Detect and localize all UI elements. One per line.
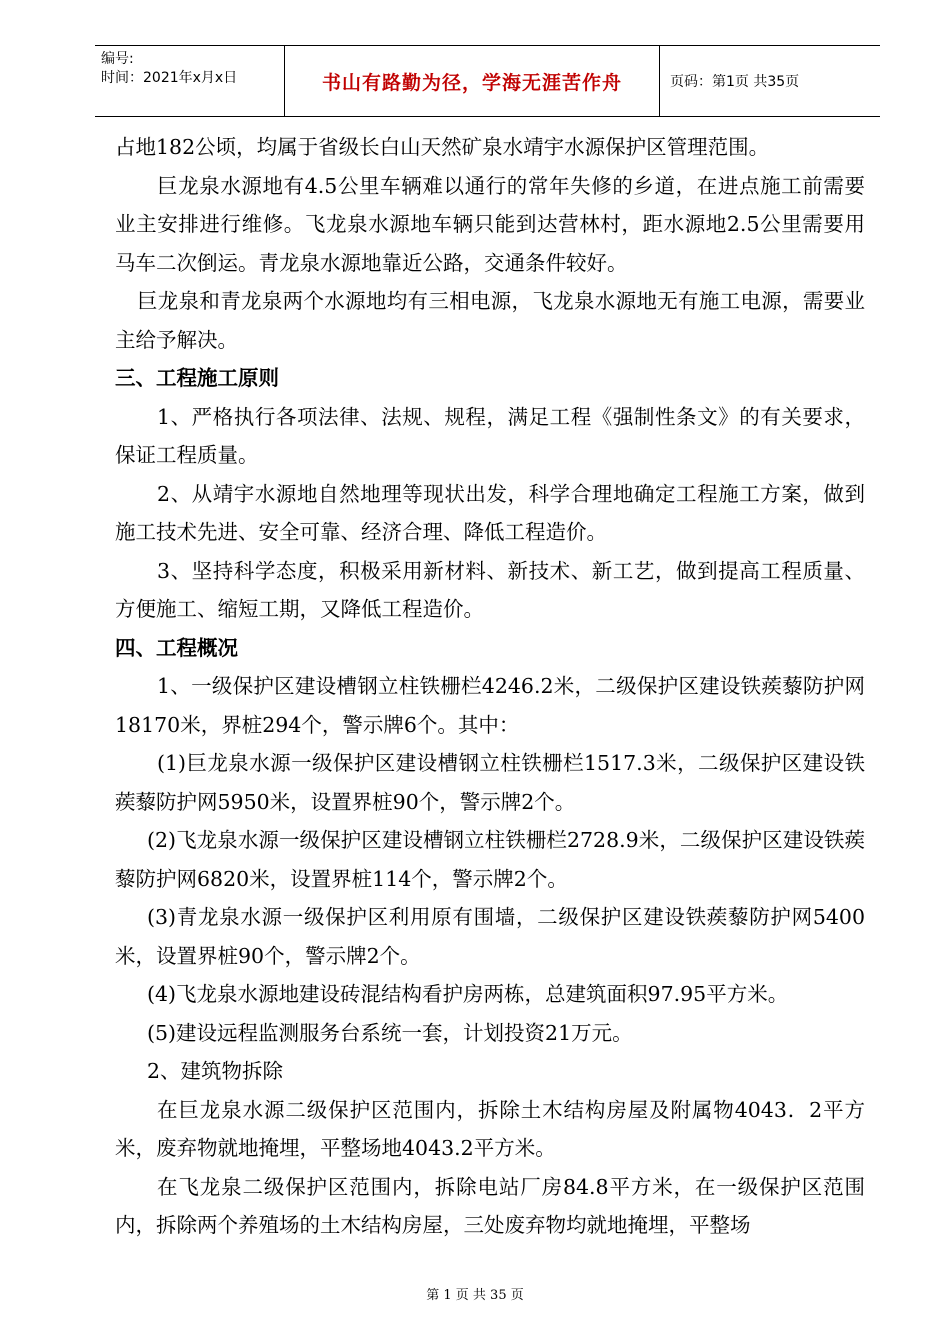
section-heading: 四、工程概况 bbox=[115, 635, 238, 660]
paragraph: 巨龙泉水源地有4.5公里车辆难以通行的常年失修的乡道，在进点施工前需要业主安排进行维修。飞龙泉水源地车辆只能到达营林村，距水源地2.5公里需要用马车二次倒运。青龙泉水源地靠近公路，交通条件较好。 bbox=[115, 173, 865, 275]
section-heading: 三、工程施工原则 bbox=[115, 366, 279, 390]
paragraph: 占地182公顷，均属于省级长白山天然矿泉水靖宇水源保护区管理范围。 bbox=[115, 135, 770, 159]
paragraph: (5)建设远程监测服务台系统一套，计划投资21万元。 bbox=[147, 1020, 633, 1045]
header-meta bbox=[95, 46, 285, 116]
header-page-info: 页码：第1页 共35页 bbox=[670, 74, 800, 90]
document-body bbox=[115, 128, 865, 1245]
paragraph: (4)飞龙泉水源地建设砖混结构看护房两栋，总建筑面积97.95平方米。 bbox=[147, 982, 789, 1006]
paragraph: 巨龙泉和青龙泉两个水源地均有三相电源，飞龙泉水源地无有施工电源，需要业主给予解决。 bbox=[115, 289, 865, 352]
paragraph: (3)青龙泉水源一级保护区利用原有围墙，二级保护区建设铁蒺藜防护网5400米，设置界桩90个，警示牌2个。 bbox=[115, 905, 865, 968]
page-footer: 第 1 页 共 35 页 bbox=[426, 1288, 524, 1303]
subsection-heading: 2、建筑物拆除 bbox=[147, 1059, 284, 1083]
paragraph: (2)飞龙泉水源一级保护区建设槽钢立柱铁栅栏2728.9米，二级保护区建设铁蒺藜防护网6820米，设置界桩114个，警示牌2个。 bbox=[115, 828, 865, 891]
paragraph: (1)巨龙泉水源一级保护区建设槽钢立柱铁栅栏1517.3米，二级保护区建设铁蒺藜防护网5950米，设置界桩90个，警示牌2个。 bbox=[115, 751, 865, 814]
time-label: 时间：2021年x月x日 bbox=[101, 70, 238, 86]
paragraph: 1、严格执行各项法律、法规、规程，满足工程《强制性条文》的有关要求，保证工程质量。 bbox=[115, 404, 865, 467]
paragraph: 在巨龙泉水源二级保护区范围内，拆除土木结构房屋及附属物4043．2平方米，废弃物就地掩埋，平整场地4043.2平方米。 bbox=[115, 1097, 865, 1160]
code-label: 编号: bbox=[101, 51, 134, 67]
paragraph: 3、坚持科学态度，积极采用新材料、新技术、新工艺，做到提高工程质量、方便施工、缩短工期，又降低工程造价。 bbox=[115, 558, 865, 621]
paragraph: 2、从靖宇水源地自然地理等现状出发，科学合理地确定工程施工方案，做到施工技术先进、安全可靠、经济合理、降低工程造价。 bbox=[115, 481, 865, 544]
header-motto: 书山有路勤为径，学海无涯苦作舟 bbox=[285, 46, 660, 116]
paragraph: 1、一级保护区建设槽钢立柱铁栅栏4246.2米，二级保护区建设铁蒺藜防护网18170米，界桩294个，警示牌6个。其中： bbox=[115, 674, 865, 737]
paragraph: 在飞龙泉二级保护区范围内，拆除电站厂房84.8平方米，在一级保护区范围内，拆除两个养殖场的土木结构房屋，三处废弃物均就地掩埋，平整场 bbox=[115, 1174, 865, 1237]
page-header bbox=[95, 45, 880, 117]
